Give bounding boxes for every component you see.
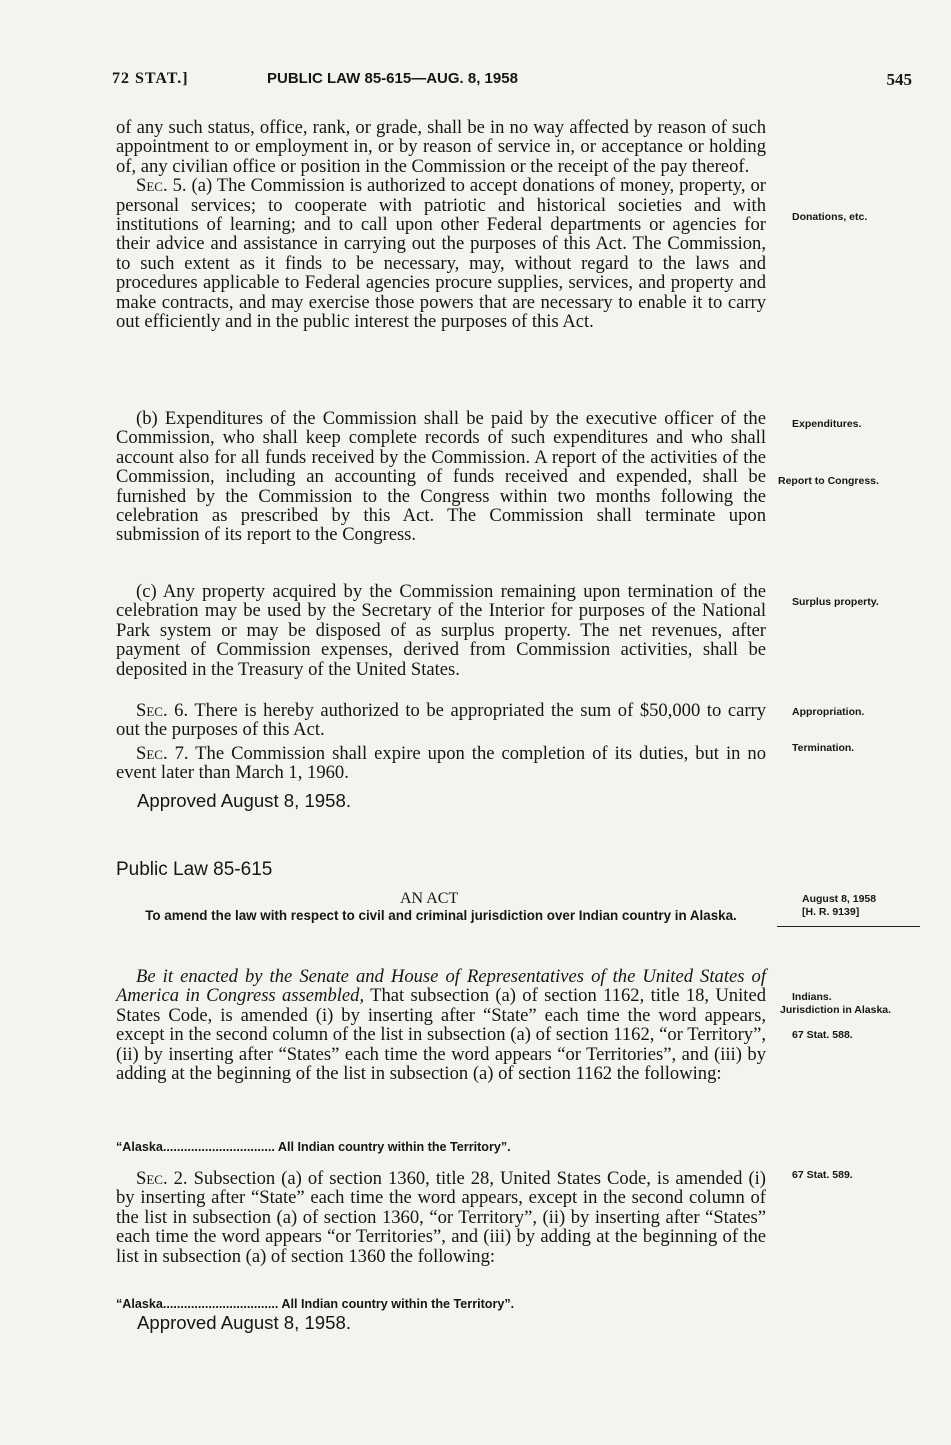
approved-date-1: Approved August 8, 1958. [137, 790, 351, 811]
margin-note-appropriation: Appropriation. [792, 706, 865, 718]
text-block-sec5b [116, 409, 766, 545]
text-block-sec6 [116, 701, 766, 740]
text-block-enacting [116, 967, 766, 1083]
list-entry-name: “Alaska [116, 1140, 163, 1154]
margin-note-report: Report to Congress. [778, 475, 879, 487]
list-entry-leader: ................................. [162, 1297, 279, 1311]
act-description: To amend the law with respect to civil and criminal jurisdiction over Indian country in Alaska. [145, 908, 737, 923]
section-text: There is hereby authorized to be appropriated the sum of $50,000 to carry out the purposes of this Act. [116, 700, 767, 741]
list-entry-value: All Indian country within the Territory”. [274, 1140, 511, 1154]
section-text: (a) The Commission is authorized to accept donations of money, property, or personal services; to cooperate with patriotic and historical societies and with institutions of learning; and to call upon other Federal departments or agencies for their advice and assistance in carrying out the purposes of this Act. The Commission, to such extent as it finds to be necessary, may, without regard to the laws and procedures applicable to Federal agencies procure supplies, services, and property and make contracts, and may exercise those powers that are necessary to enable it to carry out efficiently and in the public interest the purposes of this Act. [116, 175, 766, 333]
section-text: The Commission shall expire upon the completion of its duties, but in no event later than March 1, 1960. [116, 743, 766, 784]
section-label: Sec. 7. [136, 743, 189, 764]
margin-note-indians: Indians. [792, 991, 832, 1003]
margin-note-termination: Termination. [792, 742, 855, 754]
running-header [112, 70, 912, 94]
paragraph-sec5b: (b) Expenditures of the Commission shall be paid by the executive officer of the Commission, who shall keep complete records of such expenditures and who shall account also for all funds received by the Commission. A report of the activities of the Commission, including an accounting of funds received and expended, shall be furnished by the Commission to the Congress within two months following the celebration as prescribed by this Act. The Commission shall terminate upon submission of its report to the Congress. [116, 408, 766, 546]
paragraph-enacting-clause [116, 967, 766, 1083]
paragraph-sec2 [116, 1169, 766, 1266]
margin-rule [777, 926, 920, 927]
text-block-sec2 [116, 1169, 766, 1266]
margin-note-stat-589: 67 Stat. 589. [792, 1169, 853, 1181]
header-volume: 72 STAT.] [112, 70, 189, 87]
enacting-text: That subsection (a) of section 1162, title 18, United States Code, is amended (i) by inserting after “State” each time the word appears, except in the second column of the list in subsection (a) of section 1162, “or Territory”, (ii) by inserting after “States” each time the word appears “or Territories”, and (iii) by adding at the beginning of the list in subsection (a) of section 1162 the following: [116, 985, 766, 1085]
paragraph-sec7 [116, 744, 766, 783]
text-block-sec7 [116, 744, 766, 783]
paragraph-sec5a [116, 176, 766, 331]
header-law-title: PUBLIC LAW 85-615—AUG. 8, 1958 [267, 70, 518, 87]
text-block-sec5a [116, 118, 766, 331]
list-entry-2 [116, 1297, 766, 1311]
paragraph-continuation: of any such status, office, rank, or grade, shall be in no way affected by reason of such appointment to or employment in, or by reason of service in, or acceptance or holding of, any civilian office or position in the Commission or the receipt of the pay thereof. [116, 117, 766, 177]
public-law-title: Public Law 85-615 [116, 859, 273, 880]
margin-note-date: August 8, 1958 [802, 893, 877, 905]
enacting-italic: Be it enacted by the Senate and House of Representatives of the United States of America in Congress assembled, [116, 966, 766, 1007]
margin-note-donations: Donations, etc. [792, 211, 868, 223]
text-block-sec5c [116, 582, 766, 679]
an-act-heading: AN ACT [400, 890, 459, 907]
margin-note-stat-588: 67 Stat. 588. [792, 1029, 853, 1041]
margin-note-surplus: Surplus property. [792, 596, 879, 608]
section-label: Sec. 2. [136, 1168, 188, 1189]
paragraph-sec6 [116, 701, 766, 740]
section-label: Sec. 6. [136, 700, 189, 721]
list-entry-1 [116, 1140, 766, 1154]
list-entry-value: All Indian country within the Territory”. [278, 1297, 515, 1311]
section-label: Sec. 5. [136, 175, 187, 197]
list-entry-leader: ................................ [162, 1140, 275, 1154]
list-entry-name: “Alaska [116, 1297, 163, 1311]
section-text: Subsection (a) of section 1360, title 28, United States Code, is amended (i) by inserting after “State” each time the word appears, except in the second column of the list in subsection (a) of section 1360, “or Territory”, (ii) by inserting after “States” each time the word appears “or Territories”, and (iii) by adding at the beginning of the list in subsection (a) of section 1360 the following: [116, 1168, 766, 1267]
page-number: 545 [886, 70, 912, 89]
margin-note-expenditures: Expenditures. [792, 418, 862, 430]
paragraph-sec5c: (c) Any property acquired by the Commission remaining upon termination of the celebration may be used by the Secretary of the Interior for purposes of the National Park system or may be disposed of as surplus property. The net revenues, after payment of Commission expenses, derived from Commission activities, shall be deposited in the Treasury of the United States. [116, 581, 766, 680]
margin-note-bill: [H. R. 9139] [802, 906, 860, 918]
approved-date-2: Approved August 8, 1958. [137, 1312, 351, 1333]
margin-note-jurisdiction: Jurisdiction in Alaska. [780, 1004, 892, 1016]
